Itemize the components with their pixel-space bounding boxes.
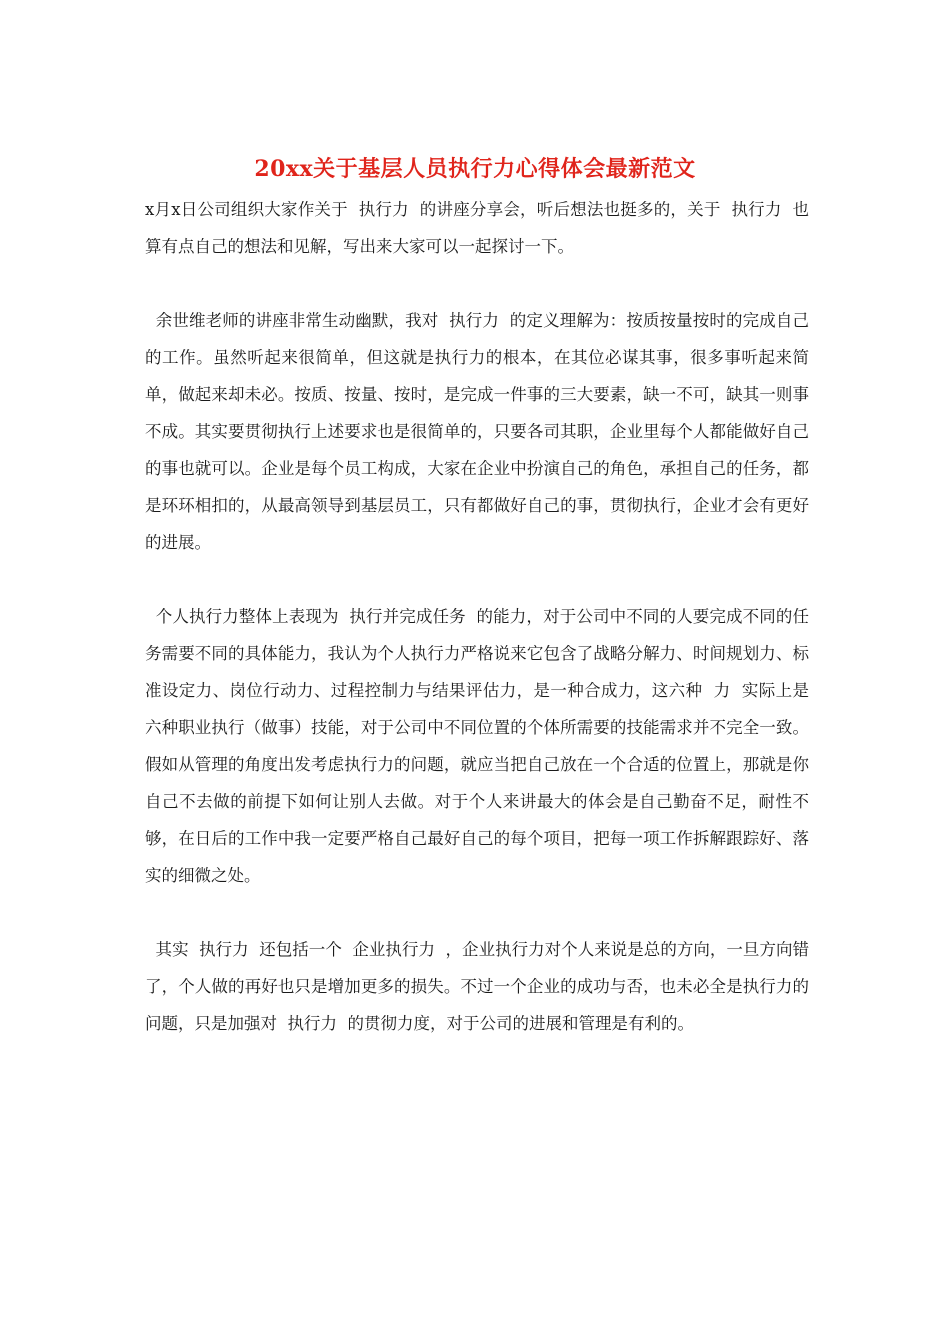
paragraph-enterprise-execution: 其实 执行力 还包括一个 企业执行力 ，企业执行力对个人来说是总的方向，一旦方向错了，个人做的再好也只是增加更多的损失。不过一个企业的成功与否，也未必全是执行力的问题，只是加强对 执行力 的贯彻力度，对于公司的进展和管理是有利的。 (145, 940, 809, 1033)
document-title: 20xx关于基层人员执行力心得体会最新范文 (254, 156, 696, 182)
document-body (145, 191, 809, 1079)
paragraph-intro: x月x日公司组织大家作关于 执行力 的讲座分享会，听后想法也挺多的，关于 执行力 也算有点自己的想法和见解，写出来大家可以一起探讨一下。 (145, 200, 809, 256)
paragraph-definition: 余世维老师的讲座非常生动幽默，我对 执行力 的定义理解为：按质按量按时的完成自己的工作。虽然听起来很简单，但这就是执行力的根本，在其位必谋其事，很多事听起来简单，做起来却未必。按质、按量、按时，是完成一件事的三大要素，缺一不可，缺其一则事不成。其实要贯彻执行上述要求也是很简单的，只要各司其职，企业里每个人都能做好自己的事也就可以。企业是每个员工构成，大家在企业中扮演自己的角色，承担自己的任务，都是环环相扣的，从最高领导到基层员工，只有都做好自己的事，贯彻执行，企业才会有更好的进展。 (145, 311, 809, 552)
paragraph-personal-execution: 个人执行力整体上表现为 执行并完成任务 的能力，对于公司中不同的人要完成不同的任务需要不同的具体能力，我认为个人执行力严格说来它包含了战略分解力、时间规划力、标准设定力、岗位行动力、过程控制力与结果评估力，是一种合成力，这六种 力 实际上是六种职业执行（做事）技能，对于公司中不同位置的个体所需要的技能需求并不完全一致。假如从管理的角度出发考虑执行力的问题，就应当把自己放在一个合适的位置上，那就是你自己不去做的前提下如何让别人去做。对于个人来讲最大的体会是自己勤奋不足，耐性不够，在日后的工作中我一定要严格自己最好自己的每个项目，把每一项工作拆解跟踪好、落实的细微之处。 (145, 607, 809, 885)
